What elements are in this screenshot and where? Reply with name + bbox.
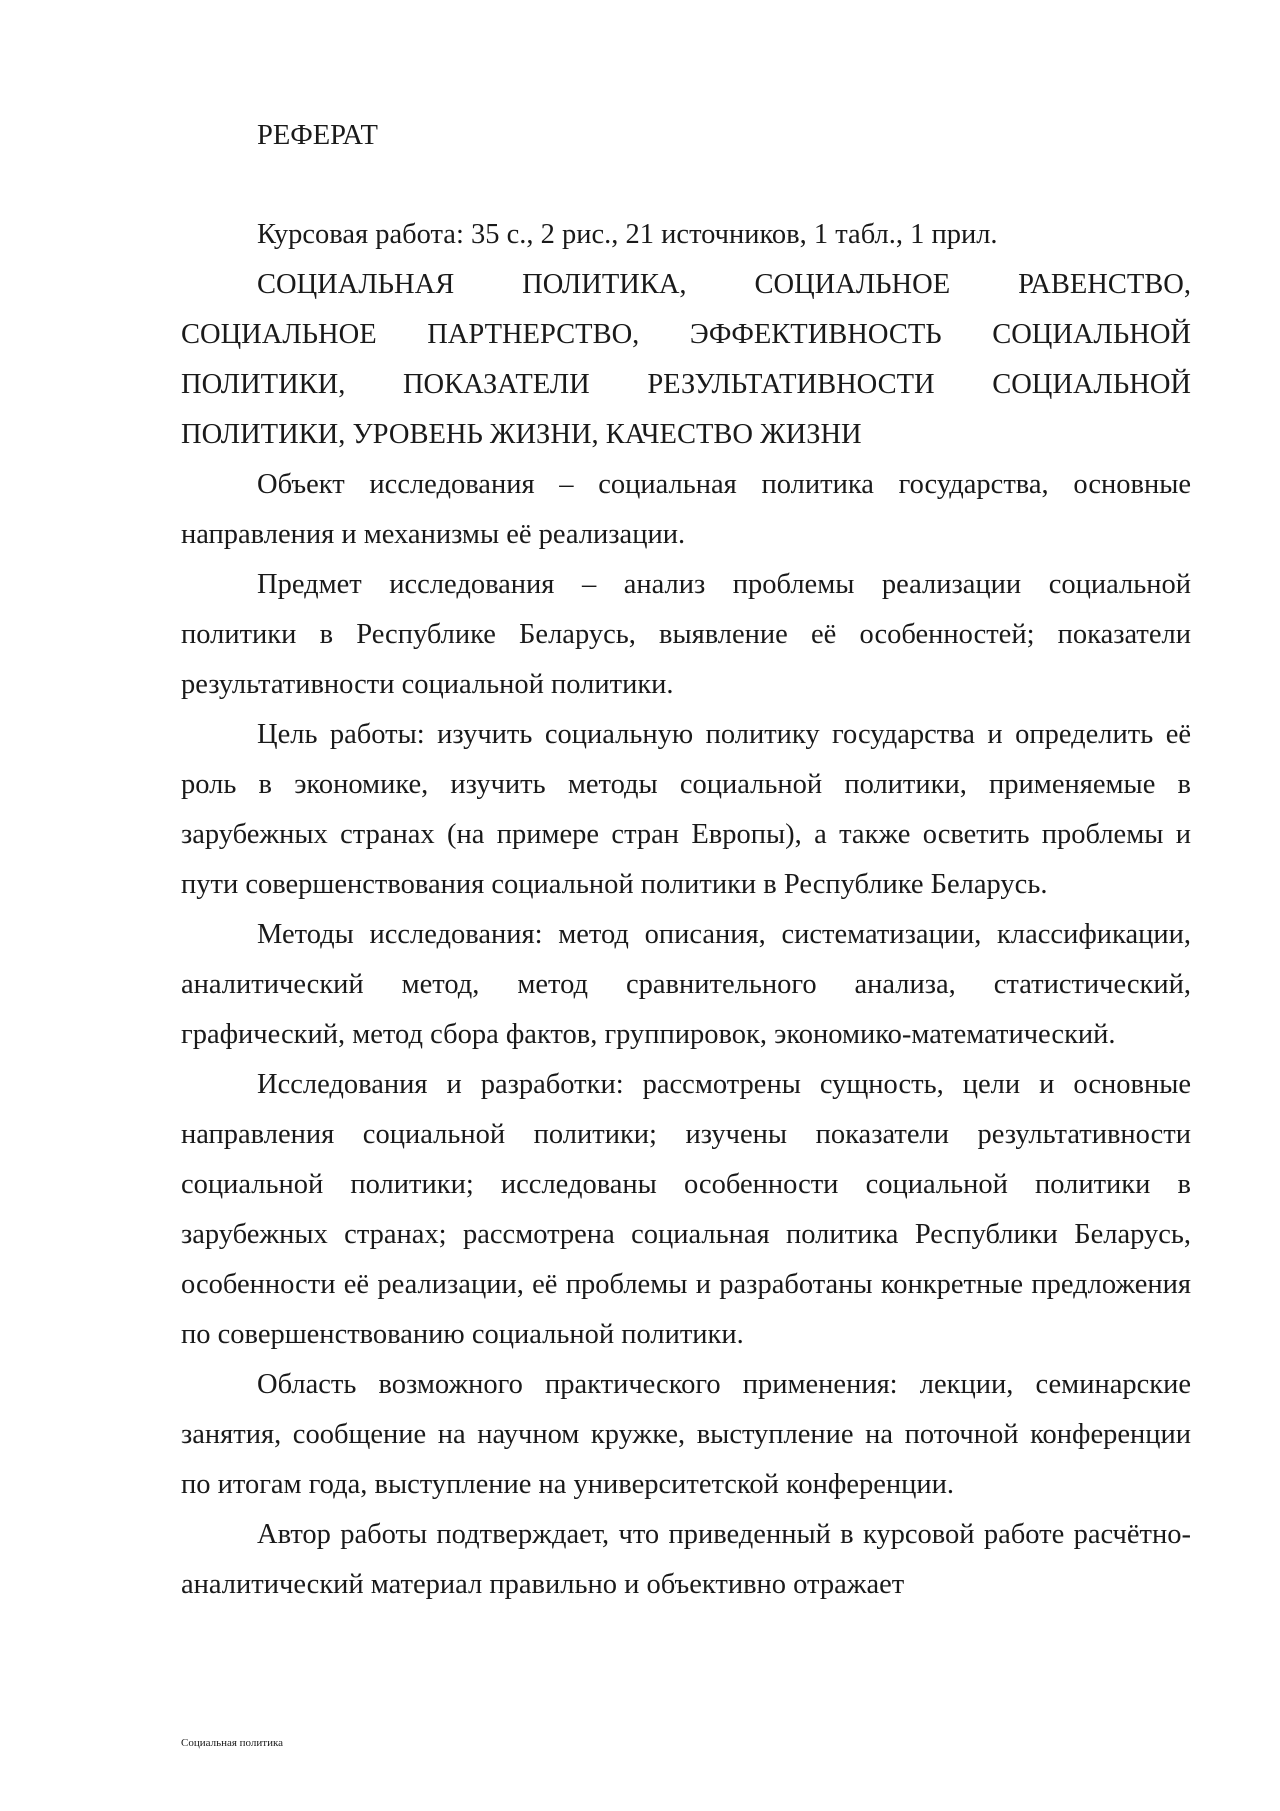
paragraph-summary: Курсовая работа: 35 с., 2 рис., 21 источников, 1 табл., 1 прил. xyxy=(257,219,998,250)
paragraph-subject: Предмет исследования – анализ проблемы реализации социальной политики в Республике Беларусь, выявление её особенностей; показатели результативности социальной политики. xyxy=(181,569,1191,700)
paragraph-application: Область возможного практического применения: лекции, семинарские занятия, сообщение на научном кружке, выступление на поточной конференции по итогам года, выступление на университетской конференции. xyxy=(181,1369,1191,1500)
page-footer: Социальная политика xyxy=(181,1737,284,1749)
paragraph-research: Исследования и разработки: рассмотрены сущность, цели и основные направления социальной политики; изучены показатели результативности социальной политики; исследованы особенности социальной политики в зарубежных странах; рассмотрена социальная политика Республики Беларусь, особенности её реализации, её проблемы и разработаны конкретные предложения по совершенствованию социальной политики. xyxy=(181,1069,1191,1350)
document-title: РЕФЕРАТ xyxy=(257,120,378,151)
paragraph-keywords: СОЦИАЛЬНАЯ ПОЛИТИКА, СОЦИАЛЬНОЕ РАВЕНСТВО, СОЦИАЛЬНОЕ ПАРТНЕРСТВО, ЭФФЕКТИВНОСТЬ СОЦИАЛЬНОЙ ПОЛИТИКИ, ПОКАЗАТЕЛИ РЕЗУЛЬТАТИВНОСТИ СОЦИАЛЬНОЙ ПОЛИТИКИ, УРОВЕНЬ ЖИЗНИ, КАЧЕСТВО ЖИЗНИ xyxy=(181,269,1191,450)
document-body xyxy=(181,111,1191,1610)
paragraph-methods: Методы исследования: метод описания, систематизации, классификации, аналитический метод, метод сравнительного анализа, статистический, графический, метод сбора фактов, группировок, экономико-математический. xyxy=(181,919,1191,1050)
paragraph-goal: Цель работы: изучить социальную политику государства и определить её роль в экономике, изучить методы социальной политики, применяемые в зарубежных странах (на примере стран Европы), а также осветить проблемы и пути совершенствования социальной политики в Республике Беларусь. xyxy=(181,719,1191,900)
paragraph-author: Автор работы подтверждает, что приведенный в курсовой работе расчётно-аналитический материал правильно и объективно отражает xyxy=(181,1519,1191,1600)
paragraph-object: Объект исследования – социальная политика государства, основные направления и механизмы её реализации. xyxy=(181,469,1191,550)
